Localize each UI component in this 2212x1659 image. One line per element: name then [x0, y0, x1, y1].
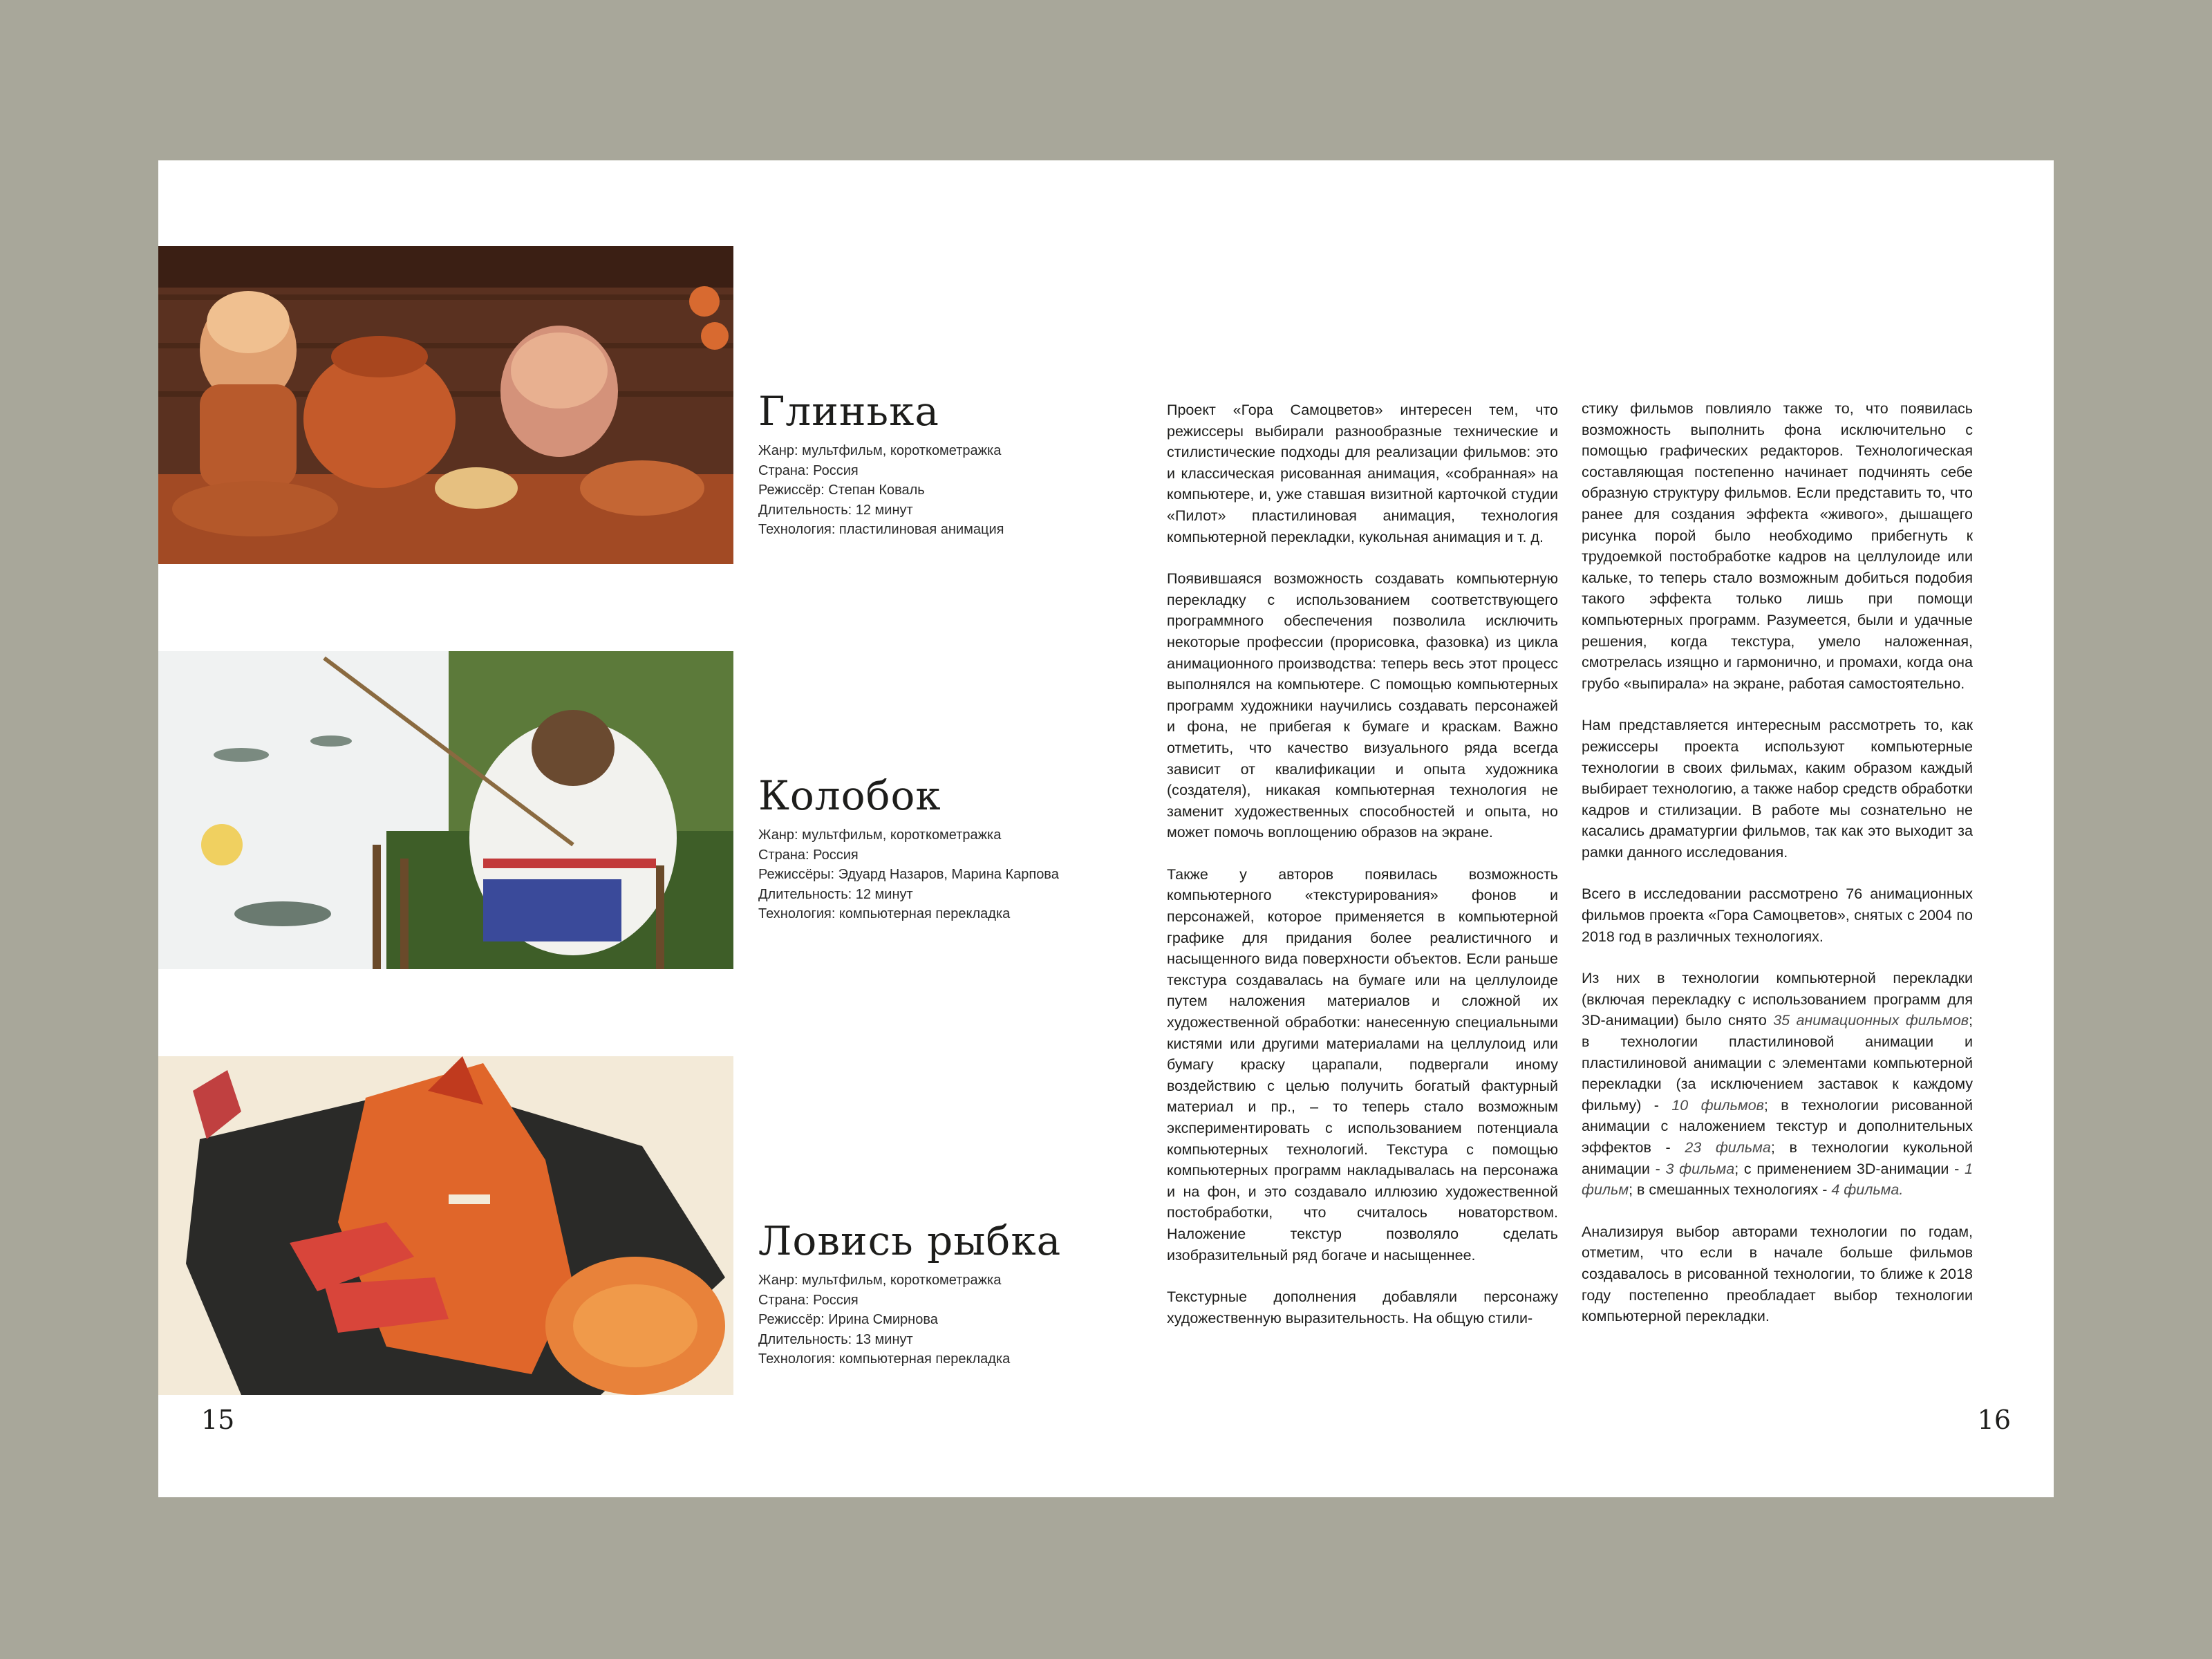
- film-still-glinka: [158, 246, 733, 564]
- film-director: Режиссёр: Ирина Смирнова: [758, 1312, 938, 1327]
- film-info-lovis-rybka: [758, 1217, 1062, 1369]
- text-run: ; с применением 3D-анимации -: [1734, 1160, 1965, 1177]
- paragraph: Всего в исследовании рассмотрено 76 анимационных фильмов проекта «Гора Самоцветов», снятых с 2004 по 2018 год в различных технологиях.: [1582, 885, 1973, 945]
- text-run: ; в технологии кукольной анимации -: [1582, 1139, 1974, 1177]
- magazine-spread: [158, 160, 2054, 1497]
- film-technology: Технология: пластилиновая анимация: [758, 522, 1004, 537]
- film-country: Страна: Россия: [758, 847, 859, 863]
- text-run: ; в технологии пластилиновой анимации и пластилиновой анимации с элементами компьютерной перекладки (за исключением заставок к каждому фильму) -: [1582, 1012, 1973, 1114]
- paragraph: Также у авторов появилась возможность компьютерного «текстурирования» фонов и персонажей, которое применяется в компьютерной графике для придания более реалистичного и насыщенного вида поверхности объектов. Если раньше текстура создавалась на бумаге или на целлулоиде путем наложения материалов и сложной их художественной обработки: нанесенную специальными кистями или другими материалами на целлулоид или бумагу краску царапали, подвергали иному воздействию с целью получить богатый фактурный материал и пр., – то теперь стало возможным экспериментировать с использованием потенциала компьютерных технологий. Текстура с помощью компьютерных программ накладывалась на персонажа и на фон, и это создавало иллюзию художественной постобработки, что считалось новаторством. Наложение текстур позволяло сделать изобразительный ряд богаче и насыщеннее.: [1167, 865, 1558, 1264]
- text-column-2: [1582, 398, 1973, 1348]
- film-count: 23 фильма: [1685, 1139, 1771, 1156]
- film-country: Страна: Россия: [758, 1292, 859, 1308]
- film-count: 10 фильмов: [1671, 1096, 1764, 1114]
- text-run: ; в технологии рисованной анимации с наложением текстур и дополнительных эффектов -: [1582, 1096, 1974, 1156]
- paragraph: Проект «Гора Самоцветов» интересен тем, что режиссеры выбирали разнообразные технические и стилистические подходы для реализации фильмов: это и классическая рисованная анимация, «собранная» на компьютере, и, уже ставшая визитной карточкой студии «Пилот» пластилиновая анимация, технология компьютерной перекладки, кукольная анимация и т. д.: [1167, 402, 1558, 545]
- film-technology: Технология: компьютерная перекладка: [758, 906, 1011, 921]
- text-run: Из них в технологии компьютерной перекладки (включая перекладку с использованием программ для 3D-анимации) было снято: [1582, 970, 1973, 1029]
- film-genre: Жанр: мультфильм, короткометражка: [758, 827, 1002, 843]
- paragraph: стику фильмов повлияло также то, что появилась возможность выполнить фона исключительно с помощью графических редакторов. Технологическая составляющая постепенно начинает подчинять себе образную структуру фильмов. Если представить то, что ранее для создания эффекта «живого», дышащего рисунка порой было необходимо прибегнуть к трудоемкой постобработке кадров на целлулоиде или кальке, то теперь стало возможным добиться подобия такого эффекта только лишь при помощи компьютерных программ. Разумеется, были и удачные решения, когда текстура, умело наложенная, смотрелась изящно и гармонично, и промахи, когда она грубо «выпирала» на экране, работая самостоятельно.: [1582, 400, 1973, 692]
- film-technology: Технология: компьютерная перекладка: [758, 1351, 1011, 1367]
- paragraph: Нам представляется интересным рассмотреть то, как режиссеры проекта используют компьютерные технологии в своих фильмах, каким образом каждый выбирает технологию, а также набор средств обработки кадров и стилизации. В работе мы сознательно не касались драматургии фильмов, так как это выходит за рамки данного исследования.: [1582, 717, 1973, 861]
- film-still-kolobok: [158, 651, 733, 969]
- film-still-lovis-rybka: [158, 1056, 733, 1395]
- film-count: 35 анимационных фильмов: [1773, 1012, 1969, 1029]
- paragraph: Анализируя выбор авторами технологии по годам, отметим, что если в начале больше фильмов создавалось в рисованной технологии, то ближе к 2018 году постепенно преобладает выбор технологии компьютерной перекладки.: [1582, 1223, 1973, 1325]
- film-duration: Длительность: 13 минут: [758, 1331, 913, 1347]
- film-count: 3 фильма: [1665, 1160, 1735, 1177]
- film-count: 1 фильм: [1582, 1160, 1973, 1199]
- paragraph: Текстурные дополнения добавляли персонажу художественную выразительность. На общую стили-: [1167, 1288, 1558, 1327]
- film-title: Глинька: [758, 388, 939, 435]
- film-info-kolobok: [758, 771, 1062, 924]
- film-genre: Жанр: мультфильм, короткометражка: [758, 1273, 1002, 1288]
- text-column-1: [1167, 400, 1558, 1349]
- page-number-left: 15: [201, 1405, 235, 1435]
- text-run: ; в смешанных технологиях -: [1629, 1181, 1832, 1199]
- film-director: Режиссёр: Степан Коваль: [758, 482, 925, 498]
- film-duration: Длительность: 12 минут: [758, 502, 913, 518]
- film-country: Страна: Россия: [758, 462, 859, 478]
- film-info-glinka: [758, 387, 1062, 540]
- page-number-right: 16: [1977, 1405, 2011, 1435]
- film-title: Ловись рыбка: [758, 1217, 1062, 1264]
- film-count: 4 фильма.: [1831, 1181, 1904, 1199]
- film-duration: Длительность: 12 минут: [758, 886, 913, 902]
- film-title: Колобок: [758, 772, 941, 819]
- film-genre: Жанр: мультфильм, короткометражка: [758, 443, 1002, 458]
- film-director: Режиссёры: Эдуард Назаров, Марина Карпова: [758, 867, 1059, 882]
- paragraph-statistics: [1582, 968, 1973, 1201]
- paragraph: Появившаяся возможность создавать компьютерную перекладку с использованием соответствующего программного обеспечения позволила исключить некоторые профессии (прорисовка, фазовка) из цикла анимационного производства: теперь весь этот процесс выполнялся на компьютере. С помощью компьютерных программ художники научились создавать персонажей и фона, не прибегая к бумаге и краскам. Важно отметить, что качество визуального ряда всегда зависит от квалификации и опыта художника (создателя), никакая компьютерная технология не заменит художественных способностей и опыта, но может помочь воплощению образов на экране.: [1167, 570, 1558, 841]
